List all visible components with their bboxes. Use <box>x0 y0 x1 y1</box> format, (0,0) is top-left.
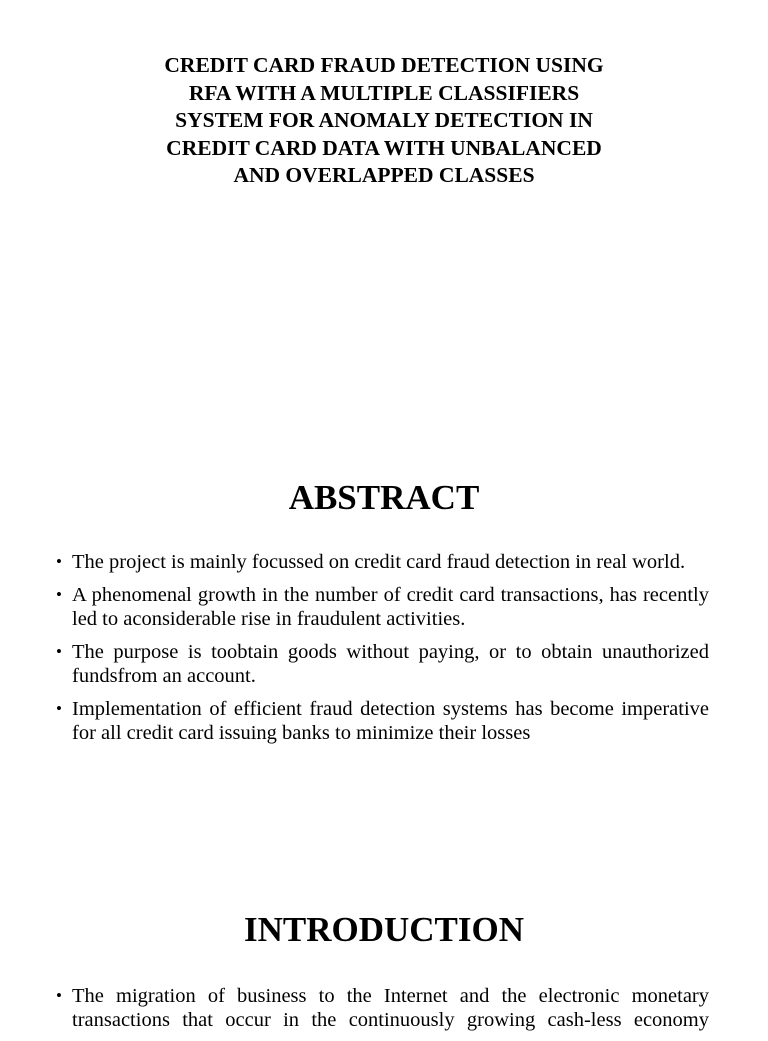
abstract-heading: ABSTRACT <box>288 478 480 517</box>
bullet-dot-icon: • <box>56 699 62 718</box>
title-line: CREDIT CARD DATA WITH UNBALANCED <box>166 135 602 160</box>
introduction-heading: INTRODUCTION <box>243 910 525 949</box>
abstract-bullet-text: The purpose is toobtain goods without paying, or to obtain unauthorized fundsfrom an account. <box>72 641 709 687</box>
bullet-dot-icon: • <box>56 986 62 1005</box>
abstract-bullet <box>56 550 709 574</box>
title-line: SYSTEM FOR ANOMALY DETECTION IN <box>175 108 593 132</box>
abstract-bullet <box>56 640 709 688</box>
title-line: CREDIT CARD FRAUD DETECTION USING <box>164 53 604 77</box>
abstract-bullet-text: The project is mainly focussed on credit card fraud detection in real world. <box>72 551 686 573</box>
introduction-bullet-text: The migration of business to the Internet and the electronic monetary transactions that occur in the continuously growing cash-less economy <box>72 985 709 1031</box>
abstract-bullet-text: Implementation of efficient fraud detection systems has become imperative for all credit card issuing banks to minimize their losses <box>72 698 709 744</box>
title-line: RFA WITH A MULTIPLE CLASSIFIERS <box>188 80 580 105</box>
bullet-dot-icon: • <box>56 585 62 604</box>
introduction-bullet-list <box>0 984 768 1041</box>
abstract-bullet-list <box>0 550 768 754</box>
bullet-dot-icon: • <box>56 552 62 571</box>
abstract-bullet <box>56 583 709 631</box>
title-line: AND OVERLAPPED CLASSES <box>233 163 535 187</box>
abstract-bullet-text: A phenomenal growth in the number of credit card transactions, has recently led to aconsiderable rise in fraudulent activities. <box>72 584 709 630</box>
abstract-bullet <box>56 697 709 745</box>
bullet-dot-icon: • <box>56 642 62 661</box>
introduction-bullet <box>56 984 709 1032</box>
document-title <box>100 52 668 190</box>
